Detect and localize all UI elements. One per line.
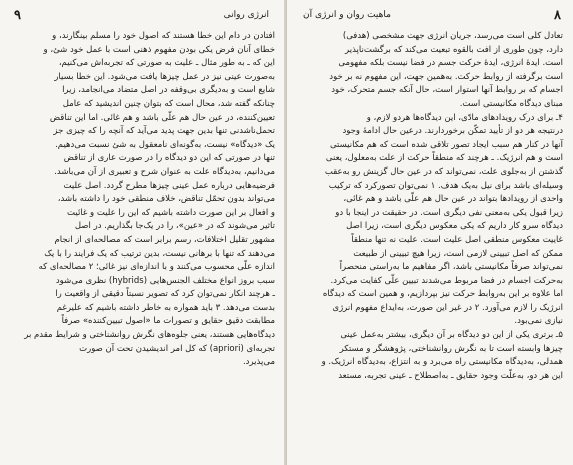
text-line: می‌دانیم، به‌دیدگاه علت به عنوان شرح و تعبیری از آن می‌باشد. xyxy=(54,166,275,177)
text-line: است و هم انرژیک. ـ هرچند که منطقاً حرکت از علت به‌معلول، یعنی xyxy=(325,153,563,164)
text-line: این هر دو، به‌علّت وجود حقایق ـ به‌اصطلاح ـ عینی تجربه، مستعد xyxy=(338,370,563,381)
text-line: می‌دهند که تنها با برهانی نیست، بدین ترتیب که یک فرایند را با یک xyxy=(44,248,275,259)
text-line: ممکن که اصل تبیینی لازمی است، زیرا هیچ تبیینی از طبیعت xyxy=(353,248,563,259)
text-line: غاییت معکوس منطقی اصل علیت است. علیت نه تنها منطقاً xyxy=(351,234,563,245)
text-line: تعیین‌کننده، در عین حال هم علّی باشد و هم غائی. اما این تناقض xyxy=(49,112,275,123)
text-line: به‌صورت عینی نیز در عمل چیزها یافت می‌شود. این خطا بسیار xyxy=(54,71,275,82)
text-line: واحدی از رویدادها بتواند در عین حال هم علّی باشد و هم غائی، xyxy=(343,194,563,205)
text-line: است. ایدهٔ انرژی، ایدهٔ حرکت جسم در فضا نیست بلکه مفهومی xyxy=(338,58,563,69)
right-page-body xyxy=(299,30,563,383)
text-line: تنها در صورتی که این دو دیدگاه را در صورت عاری از تناقض xyxy=(63,153,275,164)
left-page xyxy=(0,0,286,465)
left-page-number: ۹ xyxy=(14,8,21,23)
text-line: انرژیک را لازم می‌آورد. ۲ در غیر این صورت، به‌ایداع مفهوم انرژی xyxy=(332,302,563,313)
text-line: زیرا قبول یکی به‌معنی نفی دیگری است. در حقیقت در اینجا با دو xyxy=(335,207,563,218)
text-line: اجسام که بر روابط آنها استوار است، حال آنکه جسم متحرک، خود xyxy=(331,85,563,96)
right-page-running-title: ماهیت روان و انرژی آن xyxy=(303,10,391,20)
text-line: است برگرفته از روابط حرکت. به‌همین جهت، این مفهوم نه بر خود xyxy=(329,71,563,82)
text-line: آنها در کنار هم سبب ایجاد تصور تلاقی شده است که هم مکانیستی xyxy=(329,139,563,150)
text-line: مشهور تقلیل اختلافات، رسم برابر است که مصالحه‌ای از انجام xyxy=(54,234,275,245)
text-line: نمی‌تواند صرفاً مکانیستی باشد، اگر مفاهیم ما به‌راستی منحصراً xyxy=(339,262,563,273)
text-line: خطای آنان فرض یکی بودن مفهوم ذهنی است با عمل خود شئ، و xyxy=(43,44,275,55)
text-line: اما علاوه بر این به‌روابط حرکت نیز بپردازیم، و همین است که دیدگاه xyxy=(322,289,563,300)
text-line: تجربه‌ای (apriori) که کل امر اندیشیدن تحت آن صورت xyxy=(79,343,275,354)
right-page-number: ۸ xyxy=(554,8,561,23)
text-line: اندازه علّی محسوب می‌کنند و با اندازه‌ای نیز غائی؛ ۲ مصالحه‌ای که xyxy=(38,262,275,273)
right-page xyxy=(287,0,573,465)
text-line: دارد، چون طوری از افت بالقوه تبعیت می‌کند که برگشت‌ناپذیر xyxy=(345,44,563,55)
text-line: مبنای دیدگاه مکانیستی است. xyxy=(459,98,563,109)
left-page-body xyxy=(12,30,275,370)
text-line: چیزها وابسته است تا به نگرش روانشناختی، پژوهشگر و مستکر xyxy=(339,343,563,354)
text-line: یک «دیدگاه» نیست، به‌گونه‌ای نامعقول به شئ نسبت می‌دهیم. xyxy=(55,139,275,150)
text-line: می‌پذیرد. xyxy=(242,357,275,368)
text-line: تاثیر می‌شوند که در «عین»، را در یک‌جا بگذاریم. در اصل xyxy=(74,221,275,232)
text-line: شایع است و به‌دیگری بی‌وقفه در اصل متضاد می‌انجامد، زیرا xyxy=(62,85,275,96)
text-line: می‌تواند بدون تحمّل تناقض، خلاف منطقی خود را داشته باشد، xyxy=(57,194,275,205)
text-line: فرضیه‌هایی درباره عمل عینی چیزها مطرح گردد. اصل علیت xyxy=(63,180,275,191)
text-line: وسیله‌ای باشد برای نیل به‌یک هدف. ۱ نمی‌توان تصورکرد که ترکیب xyxy=(328,180,563,191)
text-line: چنانکه گفته شد، محال است که بتوان چنین اندیشید که عامل xyxy=(62,98,275,109)
text-line: ۴ـ برای درک رویدادهای مادّی، این دیدگاه‌ها هردو لازم، و xyxy=(366,112,563,123)
text-line: به‌حرکت اجسام در فضا مربوط می‌شدند تبیین علّی کفایت می‌کرد. xyxy=(330,275,563,286)
text-line: بدست می‌دهد. ۳ باید همواره به خاطر داشته باشیم که علیرغم xyxy=(56,302,275,313)
text-line: ۵ـ برتری یکی از این دو دیدگاه بر آن دیگری، بیشتر به‌عمل عینی xyxy=(340,330,563,341)
text-line: درنتیجه هر دو از تأیید تمکّن برخوردارند. درعین حال ادامهٔ وجود xyxy=(342,126,563,137)
text-line: تحمل‌ناشدنی تنها بدین جهت پدید می‌آید که آنچه را که چیزی جز xyxy=(53,126,275,137)
text-line: سبب بروز انواع مختلف الجنس‌هایی (hybrids) نظری می‌شود xyxy=(55,275,275,286)
text-line: نیازی نمی‌بود. xyxy=(514,316,563,327)
text-line: و افعال بر این صورت داشته باشیم که این را علیت و غائیت xyxy=(67,207,275,218)
text-line: ـ هرچند انکار نمی‌توان کرد که تصویر نسبتاً دقیقی از واقعیت را xyxy=(55,289,275,300)
text-line: مطابقت دقیق حقایق و تصورات ما «اصول تبیین‌کننده» صرفاً xyxy=(61,316,275,327)
left-page-running-title: انرژی روانی xyxy=(223,10,269,20)
text-line: گذشتن از به‌جلوی علت، نمی‌تواند که در عین حال گزینش رو به‌عقب xyxy=(324,166,563,177)
text-line: تعادل کلی است می‌رسد، جریان انرژی جهت مشخصی (هدفی) xyxy=(342,31,563,41)
right-page-header xyxy=(297,9,563,25)
text-line: دیدگاه سرو کار داریم که یکی معکوس دیگری است، زیرا اصل xyxy=(346,221,563,232)
text-line: همدلی، به‌دیدگاه مکانیستی راه می‌برد و به انتزاع، به‌دیدگاه انرژیک. و xyxy=(321,357,563,368)
text-line: این که ـ به طور مثال ـ علیت به صورتی که تجربه‌اش می‌کنیم، xyxy=(58,58,275,69)
text-line: دیدگاه‌هایی هستند، یعنی جلوه‌های نگرش روانشناختی و شرایط مقدم بر xyxy=(24,330,275,341)
text-line: افتادن در دام این خطا هستند که اصول خود را مسلم بینگارند، و xyxy=(52,31,275,41)
left-page-header xyxy=(10,9,275,25)
